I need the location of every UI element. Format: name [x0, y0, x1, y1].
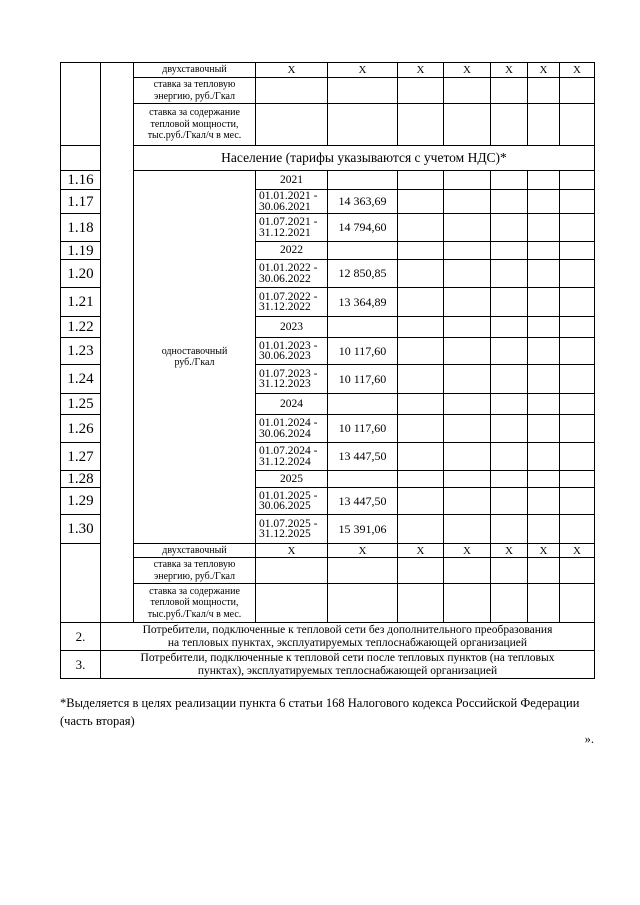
empty-cell — [491, 415, 528, 443]
x-mark: X — [528, 63, 560, 78]
empty-cell — [528, 317, 560, 338]
tariff-value: 15 391,06 — [328, 515, 398, 544]
empty-cell — [491, 171, 528, 190]
empty-cell — [398, 415, 444, 443]
empty-cell — [398, 288, 444, 317]
x-mark: X — [256, 63, 328, 78]
empty-cell — [528, 365, 560, 394]
empty-cell — [491, 515, 528, 544]
empty-cell — [398, 338, 444, 365]
heat-energy-rate-label — [134, 78, 256, 104]
bottom-two-rate-row — [61, 544, 595, 558]
period-line: 01.07.2023 - — [259, 367, 318, 380]
empty-cell — [528, 443, 560, 471]
table-row — [61, 171, 595, 190]
x-mark: X — [328, 544, 398, 558]
empty-cell — [560, 171, 595, 190]
empty-cell — [491, 78, 528, 104]
x-mark: X — [528, 544, 560, 558]
empty-cell — [444, 288, 491, 317]
period-line: 01.01.2025 - — [259, 489, 318, 502]
empty-cell — [491, 190, 528, 214]
empty-cell — [444, 488, 491, 515]
x-mark: X — [328, 63, 398, 78]
row-number: 1.21 — [61, 288, 101, 317]
empty-cell — [328, 171, 398, 190]
empty-cell — [491, 338, 528, 365]
group-line: Потребители, подключенные к тепловой сети без дополнительного преобразования — [142, 624, 553, 636]
x-mark: X — [560, 63, 595, 78]
empty-cell — [398, 584, 444, 623]
empty-cell — [491, 394, 528, 415]
empty-cell — [444, 78, 491, 104]
tariff-value: 10 117,60 — [328, 365, 398, 394]
population-header: Население (тарифы указываются с учетом НДС)* — [134, 146, 595, 171]
year-cell: 2024 — [256, 394, 328, 415]
tariff-value: 10 117,60 — [328, 338, 398, 365]
bottom-capacity-row — [61, 584, 595, 623]
empty-cell — [560, 78, 595, 104]
empty-cell — [256, 584, 328, 623]
row-number: 3. — [61, 651, 101, 679]
empty-number-cell — [61, 63, 101, 146]
empty-cell — [560, 288, 595, 317]
row-number: 1.20 — [61, 260, 101, 288]
period-line: 01.01.2023 - — [259, 339, 318, 352]
tariff-value: 13 364,89 — [328, 288, 398, 317]
empty-cell — [491, 584, 528, 623]
row-number: 1.22 — [61, 317, 101, 338]
empty-cell — [444, 260, 491, 288]
empty-cell — [444, 214, 491, 242]
period-line: 31.12.2025 — [259, 528, 311, 540]
empty-cell — [398, 365, 444, 394]
empty-cell — [528, 288, 560, 317]
group-line: пунктах), эксплуатируемых теплоснабжающей организацией — [197, 664, 498, 677]
vat-footnote — [60, 694, 605, 730]
tariff-table — [60, 62, 595, 679]
empty-cell — [444, 394, 491, 415]
period-line: 31.12.2022 — [259, 301, 311, 313]
period-cell — [256, 190, 328, 214]
empty-cell — [328, 471, 398, 488]
year-cell: 2021 — [256, 171, 328, 190]
empty-cell — [528, 394, 560, 415]
period-cell — [256, 288, 328, 317]
capacity-rate-label — [134, 104, 256, 146]
empty-cell — [444, 415, 491, 443]
period-cell — [256, 214, 328, 242]
period-line: 31.12.2023 — [259, 378, 311, 390]
empty-cell — [444, 443, 491, 471]
empty-cell — [528, 171, 560, 190]
empty-cell — [491, 471, 528, 488]
top-capacity-row — [61, 104, 595, 146]
empty-cell — [444, 317, 491, 338]
empty-cell — [444, 515, 491, 544]
label-line: энергию, руб./Гкал — [153, 90, 236, 102]
footnote-line: (часть вторая) — [60, 714, 135, 728]
label-line: руб./Гкал — [174, 357, 215, 368]
period-cell — [256, 260, 328, 288]
empty-cell — [444, 365, 491, 394]
row-number: 1.18 — [61, 214, 101, 242]
empty-cell — [398, 104, 444, 146]
label-line: ставка за содержание — [149, 107, 240, 119]
period-line: 31.12.2024 — [259, 455, 311, 468]
year-cell: 2022 — [256, 242, 328, 260]
x-mark: X — [398, 544, 444, 558]
tariff-value: 10 117,60 — [328, 415, 398, 443]
empty-cell — [491, 558, 528, 584]
empty-cell — [560, 242, 595, 260]
period-cell — [256, 365, 328, 394]
empty-cell — [491, 214, 528, 242]
empty-cell — [560, 415, 595, 443]
label-line: тепловой мощности, — [150, 118, 239, 130]
empty-number-cell — [61, 146, 101, 171]
period-cell — [256, 338, 328, 365]
x-mark: X — [256, 544, 328, 558]
empty-cell — [444, 242, 491, 260]
capacity-rate-label — [134, 584, 256, 623]
empty-cell — [398, 190, 444, 214]
x-mark: X — [444, 544, 491, 558]
closing-quote-mark: ». — [584, 732, 594, 746]
top-heat-energy-row — [61, 78, 595, 104]
period-line: 30.06.2022 — [259, 272, 311, 285]
top-two-rate-row — [61, 63, 595, 78]
period-line: 01.07.2021 - — [259, 216, 318, 228]
row-number: 1.30 — [61, 515, 101, 544]
empty-cell — [491, 317, 528, 338]
empty-cell — [560, 338, 595, 365]
empty-cell — [491, 488, 528, 515]
empty-cell — [328, 317, 398, 338]
x-mark: X — [491, 544, 528, 558]
empty-cell — [491, 288, 528, 317]
empty-cell — [398, 488, 444, 515]
empty-cell — [560, 260, 595, 288]
row-number: 1.17 — [61, 190, 101, 214]
empty-cell — [398, 515, 444, 544]
period-cell — [256, 415, 328, 443]
empty-cell — [398, 443, 444, 471]
period-line: 01.07.2024 - — [259, 445, 318, 457]
empty-cell — [398, 394, 444, 415]
empty-cell — [528, 214, 560, 242]
period-line: 01.01.2022 - — [259, 262, 318, 274]
empty-number-cell — [61, 544, 101, 623]
consumer-group-text — [101, 623, 595, 651]
empty-cell — [328, 104, 398, 146]
label-line: одноставочный — [161, 345, 228, 357]
population-header-row — [61, 146, 595, 171]
empty-cell — [528, 471, 560, 488]
consumer-group-row — [61, 623, 595, 651]
empty-cell — [491, 260, 528, 288]
empty-cell — [444, 104, 491, 146]
empty-cell — [328, 242, 398, 260]
empty-cell — [560, 584, 595, 623]
year-cell: 2023 — [256, 317, 328, 338]
empty-cell — [528, 515, 560, 544]
empty-cell — [398, 260, 444, 288]
empty-cell — [560, 104, 595, 146]
consumer-group-text — [101, 651, 595, 679]
empty-cell — [491, 104, 528, 146]
row-number: 1.16 — [61, 171, 101, 190]
empty-cell — [328, 78, 398, 104]
empty-cell — [560, 443, 595, 471]
empty-cell — [444, 471, 491, 488]
period-line: 30.06.2023 — [259, 350, 311, 362]
x-mark: X — [491, 63, 528, 78]
label-line: тыс.руб./Гкал/ч в мес. — [147, 130, 242, 142]
year-cell: 2025 — [256, 471, 328, 488]
empty-cell — [398, 214, 444, 242]
period-cell — [256, 515, 328, 544]
empty-cell — [398, 242, 444, 260]
bottom-heat-energy-row — [61, 558, 595, 584]
period-cell — [256, 443, 328, 471]
x-mark: X — [444, 63, 491, 78]
empty-cell — [560, 488, 595, 515]
period-line: 30.06.2021 — [259, 200, 311, 213]
empty-cell — [328, 558, 398, 584]
footnote-line: *Выделяется в целях реализации пункта 6 статьи 168 Налогового кодекса Российской Федерации — [60, 696, 580, 710]
heat-energy-rate-label — [134, 558, 256, 584]
empty-cell — [528, 260, 560, 288]
row-number: 1.23 — [61, 338, 101, 365]
empty-cell — [256, 104, 328, 146]
empty-cell — [398, 558, 444, 584]
tariff-value: 13 447,50 — [328, 443, 398, 471]
label-line: ставка за содержание — [149, 585, 240, 597]
empty-cell — [528, 104, 560, 146]
period-line: 30.06.2024 — [259, 427, 311, 440]
period-cell — [256, 488, 328, 515]
row-number: 1.27 — [61, 443, 101, 471]
tariff-value: 14 794,60 — [328, 214, 398, 242]
empty-cell — [328, 584, 398, 623]
tariff-value: 12 850,85 — [328, 260, 398, 288]
label-line: ставка за тепловую — [153, 559, 236, 570]
empty-cell — [398, 171, 444, 190]
empty-cell — [444, 558, 491, 584]
empty-cell — [444, 190, 491, 214]
row-number: 2. — [61, 623, 101, 651]
empty-cell — [560, 394, 595, 415]
row-number: 1.29 — [61, 488, 101, 515]
period-line: 31.12.2021 — [259, 226, 311, 239]
empty-cell — [491, 443, 528, 471]
empty-cell — [560, 317, 595, 338]
empty-cell — [528, 488, 560, 515]
empty-cell — [491, 365, 528, 394]
period-line: 01.07.2025 - — [259, 517, 318, 530]
row-number: 1.26 — [61, 415, 101, 443]
empty-cell — [491, 242, 528, 260]
tariff-value: 14 363,69 — [328, 190, 398, 214]
empty-cell — [528, 558, 560, 584]
period-line: 01.07.2022 - — [259, 290, 318, 303]
empty-cell — [256, 558, 328, 584]
two-rate-label: двухставочный — [134, 63, 256, 78]
period-line: 30.06.2025 — [259, 500, 311, 512]
empty-cell — [444, 171, 491, 190]
two-rate-label: двухставочный — [134, 544, 256, 558]
label-line: энергию, руб./Гкал — [153, 570, 236, 582]
empty-cell — [560, 471, 595, 488]
group-line: на тепловых пунктах, эксплуатируемых теплоснабжающей организацией — [167, 636, 528, 649]
empty-cell — [560, 515, 595, 544]
empty-cell — [398, 78, 444, 104]
empty-cell — [528, 584, 560, 623]
one-rate-label — [134, 171, 256, 544]
empty-cell — [398, 317, 444, 338]
empty-organization-cell — [101, 63, 134, 623]
empty-cell — [528, 190, 560, 214]
tariff-value: 13 447,50 — [328, 488, 398, 515]
empty-cell — [398, 471, 444, 488]
group-line: Потребители, подключенные к тепловой сети после тепловых пунктов (на тепловых — [140, 652, 555, 664]
label-line: ставка за тепловую — [153, 79, 236, 90]
empty-cell — [444, 338, 491, 365]
x-mark: X — [560, 544, 595, 558]
label-line: тепловой мощности, — [150, 597, 239, 609]
row-number: 1.24 — [61, 365, 101, 394]
empty-cell — [528, 338, 560, 365]
empty-cell — [328, 394, 398, 415]
row-number: 1.28 — [61, 471, 101, 488]
period-line: 01.01.2024 - — [259, 417, 318, 429]
row-number: 1.19 — [61, 242, 101, 260]
empty-cell — [444, 584, 491, 623]
empty-cell — [560, 365, 595, 394]
empty-cell — [528, 415, 560, 443]
empty-cell — [528, 78, 560, 104]
empty-cell — [560, 190, 595, 214]
label-line: тыс.руб./Гкал/ч в мес. — [147, 608, 242, 620]
period-line: 01.01.2021 - — [259, 190, 318, 202]
x-mark: X — [398, 63, 444, 78]
empty-cell — [528, 242, 560, 260]
empty-cell — [560, 214, 595, 242]
empty-cell — [560, 558, 595, 584]
empty-cell — [256, 78, 328, 104]
row-number: 1.25 — [61, 394, 101, 415]
consumer-group-row — [61, 651, 595, 679]
